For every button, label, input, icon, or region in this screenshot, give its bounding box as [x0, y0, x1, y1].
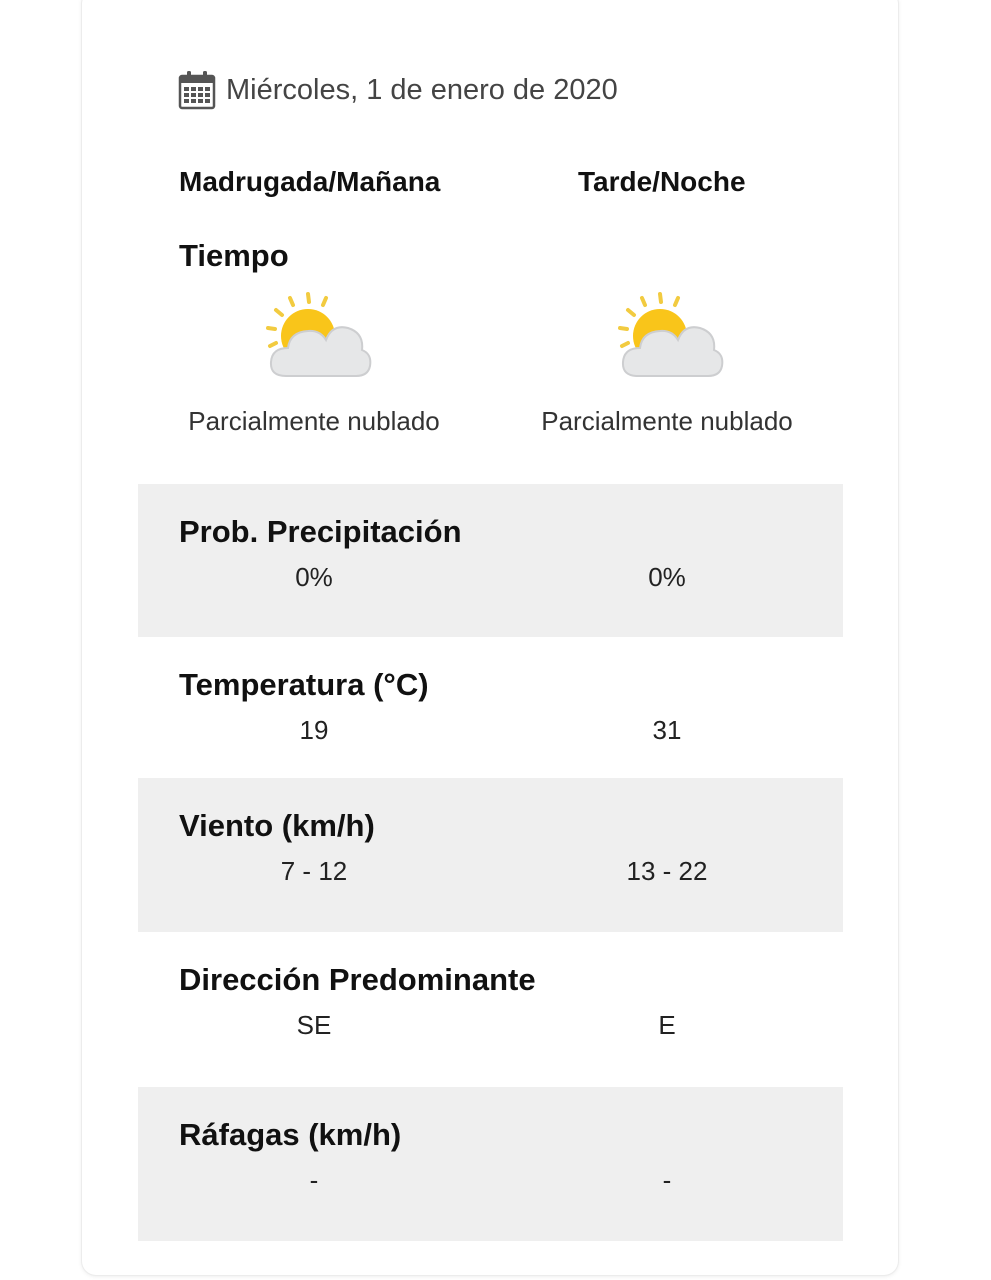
weather-title: Tiempo	[179, 238, 289, 273]
row-title: Ráfagas (km/h)	[179, 1117, 402, 1152]
row-title: Prob. Precipitación	[179, 514, 462, 549]
forecast-date: Miércoles, 1 de enero de 2020	[226, 73, 618, 106]
weather-desc-evening: Parcialmente nublado	[541, 406, 793, 436]
row-title: Viento (km/h)	[179, 808, 375, 843]
row-title: Temperatura (°C)	[179, 667, 429, 702]
wind-direction-row	[138, 932, 843, 1087]
gusts-row	[138, 1087, 843, 1241]
row-value-evening: E	[658, 1010, 676, 1040]
weather-desc-morning: Parcialmente nublado	[188, 406, 440, 436]
period-morning-label: Madrugada/Mañana	[179, 166, 441, 197]
row-value-evening: -	[662, 1165, 672, 1195]
partly-cloudy-icon	[608, 288, 724, 388]
partly-cloudy-icon	[256, 288, 372, 388]
forecast-card	[82, 0, 898, 1275]
row-title: Dirección Predominante	[179, 962, 536, 997]
row-value-evening: 13 - 22	[626, 856, 708, 886]
precipitation-row	[138, 484, 843, 637]
temperature-row	[138, 637, 843, 778]
row-value-morning: SE	[296, 1010, 332, 1040]
row-value-morning: -	[309, 1165, 319, 1195]
date-row	[178, 70, 618, 110]
period-evening-label: Tarde/Noche	[578, 166, 746, 197]
row-value-morning: 19	[299, 715, 329, 745]
row-value-evening: 0%	[648, 562, 686, 592]
calendar-icon	[178, 70, 216, 110]
row-value-morning: 7 - 12	[280, 856, 348, 886]
wind-row	[138, 778, 843, 932]
row-value-evening: 31	[652, 715, 682, 745]
row-value-morning: 0%	[295, 562, 333, 592]
